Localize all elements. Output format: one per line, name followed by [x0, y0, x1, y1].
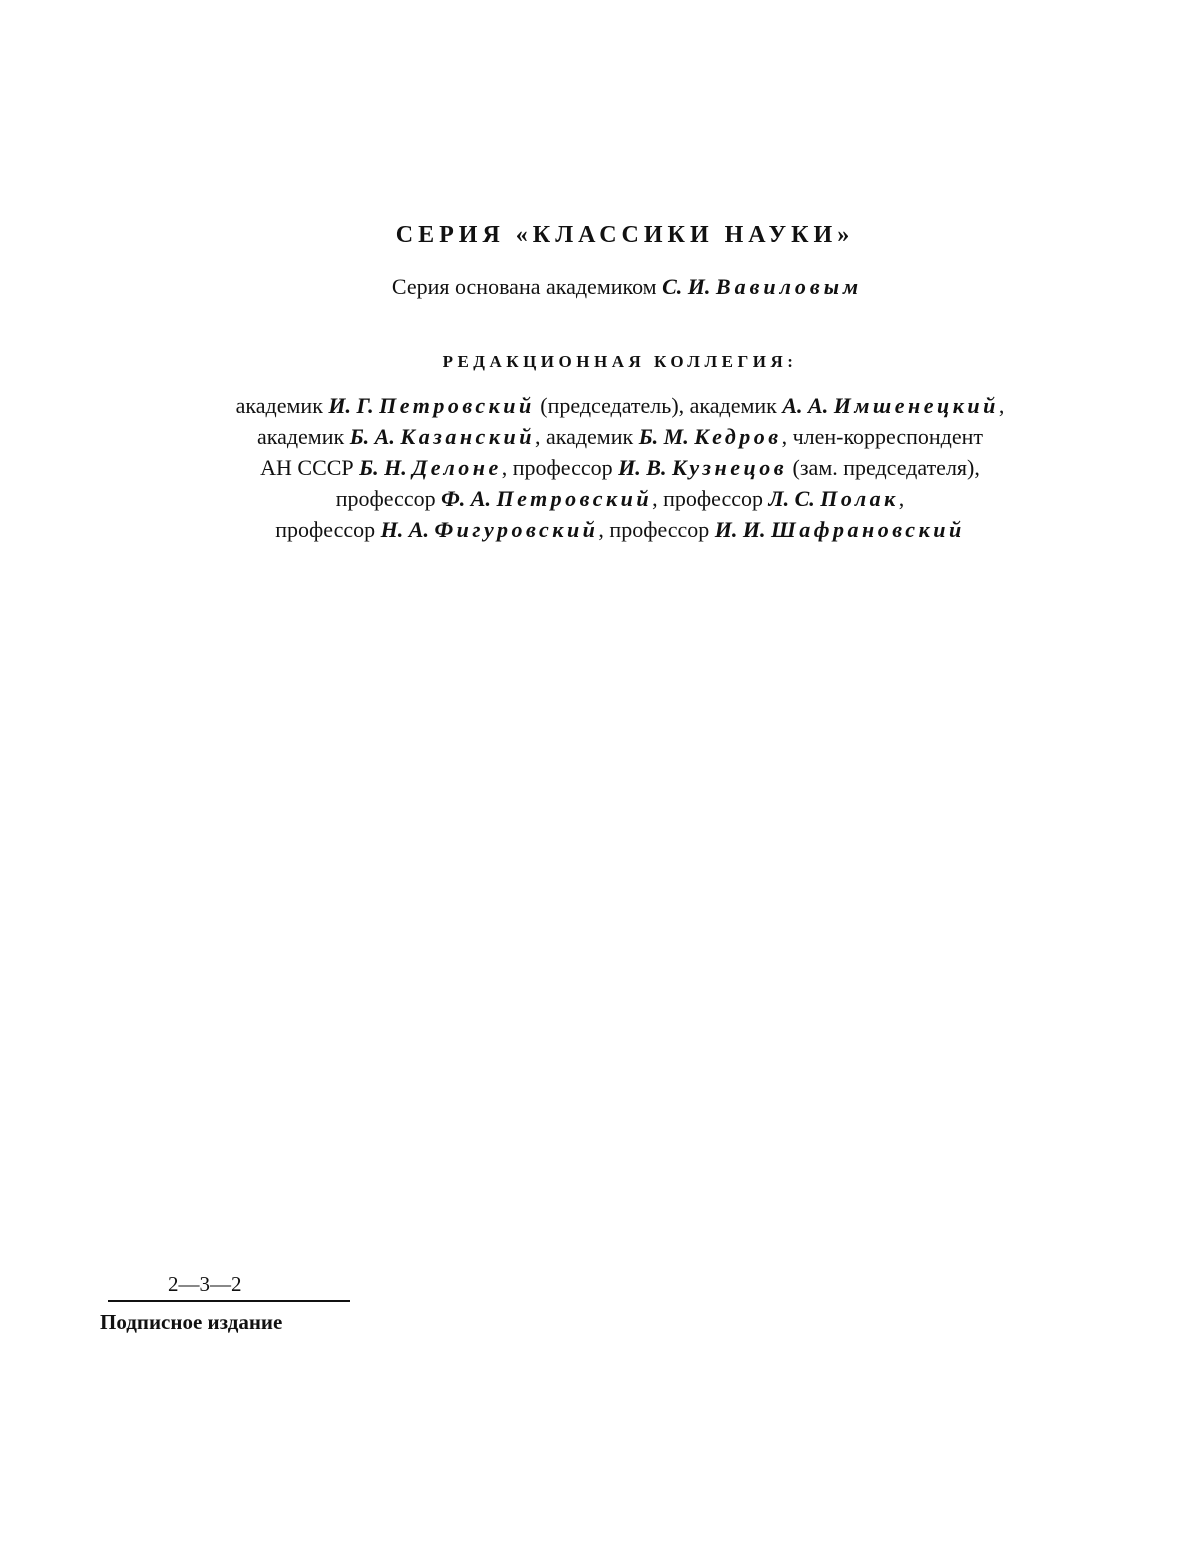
- member-initials: И. В.: [618, 455, 672, 480]
- board-line: [90, 483, 1150, 514]
- member-initials: Ф. А.: [441, 486, 497, 511]
- member-text: , академик: [534, 424, 639, 449]
- series-title: СЕРИЯ «КЛАССИКИ НАУКИ»: [395, 222, 855, 248]
- board-line: [90, 390, 1150, 421]
- member-text: (председатель), академик: [534, 393, 783, 418]
- member-name: Казанский: [400, 424, 535, 449]
- member-name: Петровский: [379, 393, 535, 418]
- member-text: ,: [998, 393, 1005, 418]
- board-line: [90, 452, 1150, 483]
- member-text: АН СССР: [260, 455, 360, 480]
- board-line: [90, 514, 1150, 545]
- member-initials: Л. С.: [768, 486, 821, 511]
- member-text: академик: [256, 424, 350, 449]
- member-name: Фигуровский: [434, 517, 599, 542]
- member-initials: Н. А.: [380, 517, 435, 542]
- member-name: Делоне: [412, 455, 502, 480]
- member-initials: И. И.: [714, 517, 772, 542]
- member-initials: Б. М.: [638, 424, 695, 449]
- founder-name: Вавиловым: [715, 274, 863, 299]
- member-name: Петровский: [496, 486, 653, 511]
- member-name: Шафрановский: [771, 517, 965, 542]
- editorial-board-heading: РЕДАКЦИОННАЯ КОЛЛЕГИЯ:: [442, 352, 798, 371]
- member-text: , профессор: [598, 517, 715, 542]
- member-initials: И. Г.: [328, 393, 380, 418]
- member-initials: А. А.: [782, 393, 834, 418]
- index-rule: [108, 1300, 350, 1302]
- member-name: Кедров: [694, 424, 782, 449]
- subscription-edition-label: Подписное издание: [100, 1310, 283, 1334]
- member-text: профессор: [335, 486, 442, 511]
- member-text: , профессор: [652, 486, 769, 511]
- series-founded-line: [0, 274, 1200, 300]
- member-name: Имшенецкий: [833, 393, 999, 418]
- editorial-board-members: [90, 390, 1150, 545]
- member-text: академик: [235, 393, 329, 418]
- member-name: Кузнецов: [671, 455, 788, 480]
- member-name: Полак: [820, 486, 899, 511]
- member-initials: Б. А.: [349, 424, 401, 449]
- founder-initials: С. И.: [662, 274, 711, 299]
- founded-prefix: Серия основана академиком: [391, 274, 657, 299]
- member-initials: Б. Н.: [359, 455, 413, 480]
- board-line: [90, 421, 1150, 452]
- member-text: , член-корреспондент: [781, 424, 984, 449]
- member-text: профессор: [275, 517, 381, 542]
- member-text: , профессор: [501, 455, 619, 480]
- index-code: 2—3—2: [168, 1272, 242, 1296]
- member-text: ,: [898, 486, 905, 511]
- member-text: (зам. председателя),: [787, 455, 980, 480]
